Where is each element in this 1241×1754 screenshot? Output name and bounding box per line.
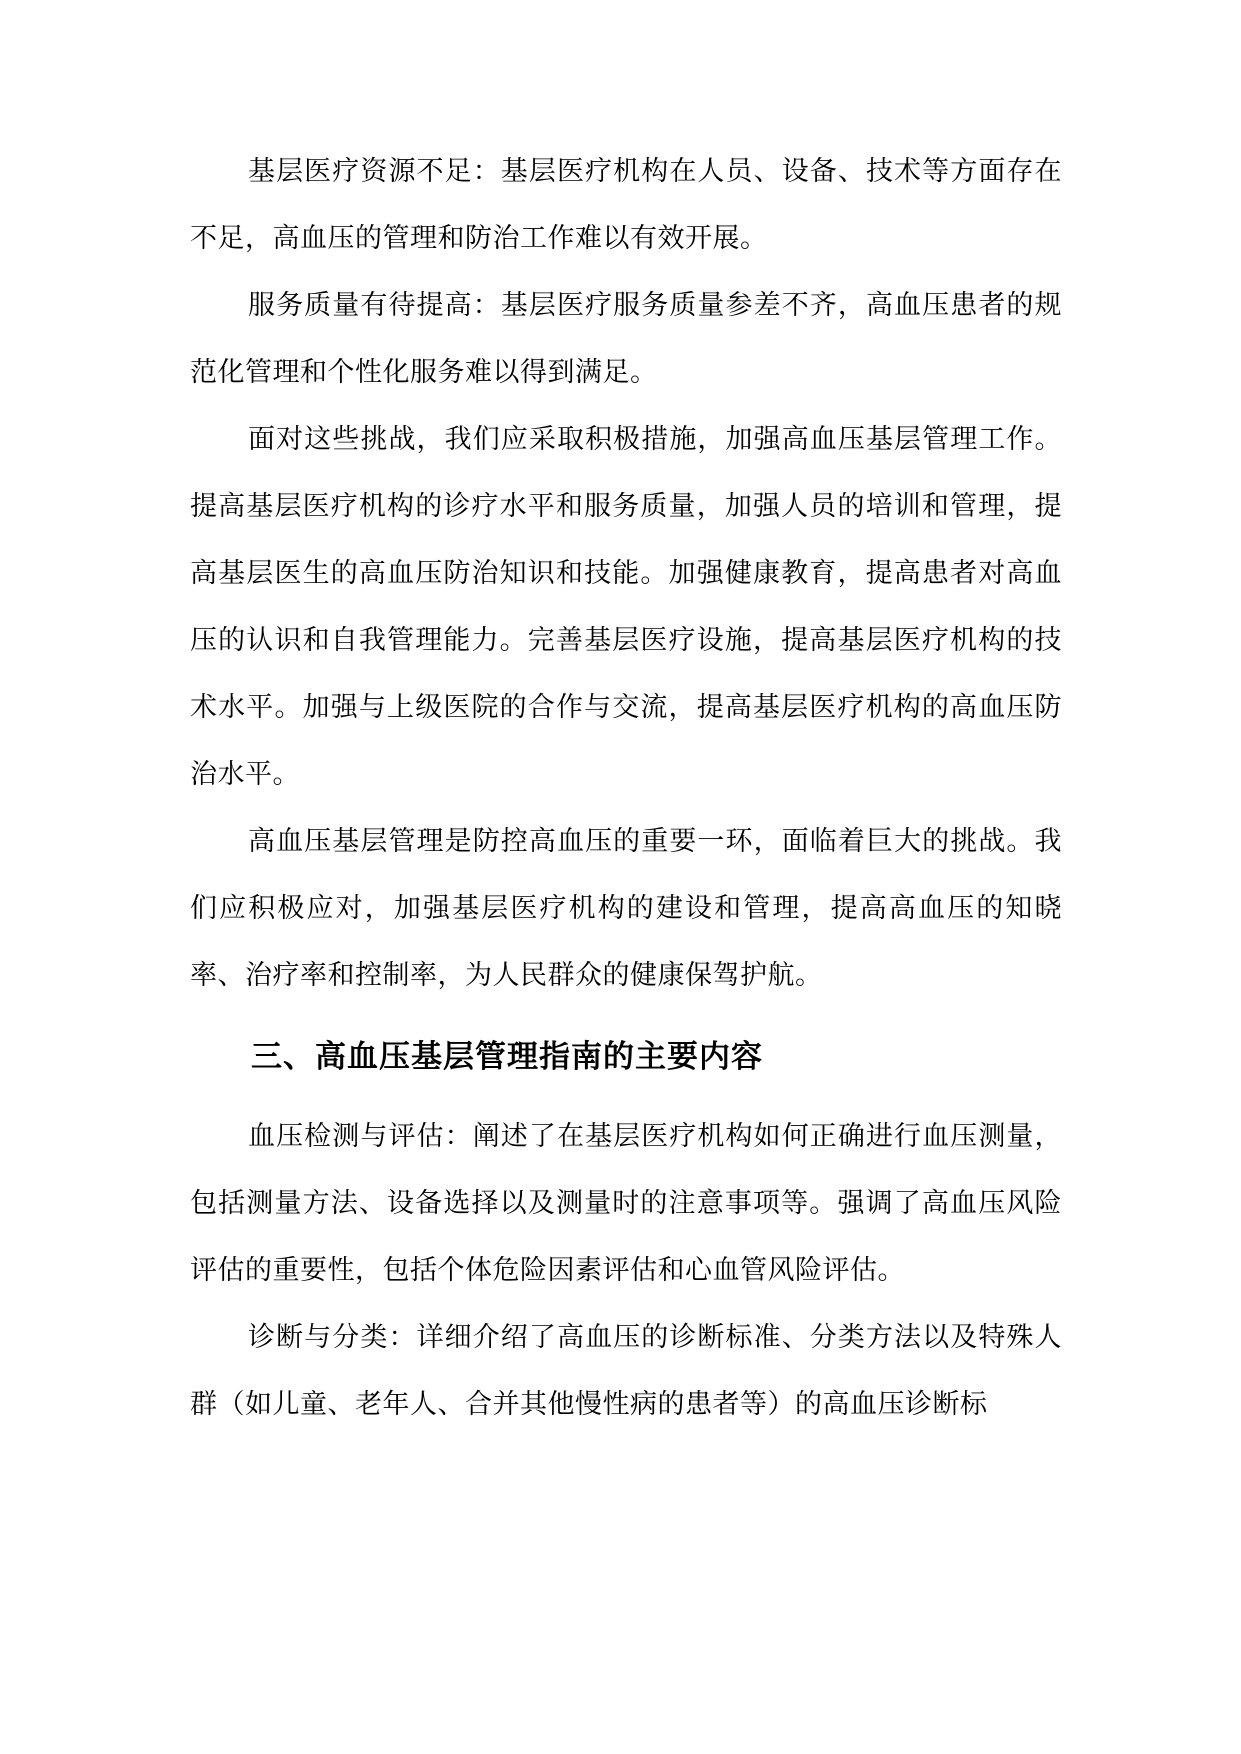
paragraph-conclusion: 高血压基层管理是防控高血压的重要一环，面临着巨大的挑战。我们应积极应对，加强基层医疗机构的建设和管理，提高高血压的知晓率、治疗率和控制率，为人民群众的健康保驾护航。	[190, 826, 1062, 991]
paragraph-resource-shortage: 基层医疗资源不足：基层医疗机构在人员、设备、技术等方面存在不足，高血压的管理和防治工作难以有效开展。	[190, 156, 1062, 254]
section-heading: 三、高血压基层管理指南的主要内容	[251, 1039, 763, 1075]
paragraph-bp-measurement: 血压检测与评估：阐述了在基层医疗机构如何正确进行血压测量，包括测量方法、设备选择以及测量时的注意事项等。强调了高血压风险评估的重要性，包括个体危险因素评估和心血管风险评估。	[190, 1121, 1062, 1286]
paragraph-measures: 面对这些挑战，我们应采取积极措施，加强高血压基层管理工作。提高基层医疗机构的诊疗水平和服务质量，加强人员的培训和管理，提高基层医生的高血压防治知识和技能。加强健康教育，提高患者对高血压的认识和自我管理能力。完善基层医疗设施，提高基层医疗机构的技术水平。加强与上级医院的合作与交流，提高基层医疗机构的高血压防治水平。	[190, 424, 1062, 790]
paragraph-diagnosis: 诊断与分类：详细介绍了高血压的诊断标准、分类方法以及特殊人群（如儿童、老年人、合并其他慢性病的患者等）的高血压诊断标	[190, 1322, 1062, 1420]
document-body	[190, 138, 1062, 1438]
paragraph-service-quality: 服务质量有待提高：基层医疗服务质量参差不齐，高血压患者的规范化管理和个性化服务难以得到满足。	[190, 290, 1062, 388]
